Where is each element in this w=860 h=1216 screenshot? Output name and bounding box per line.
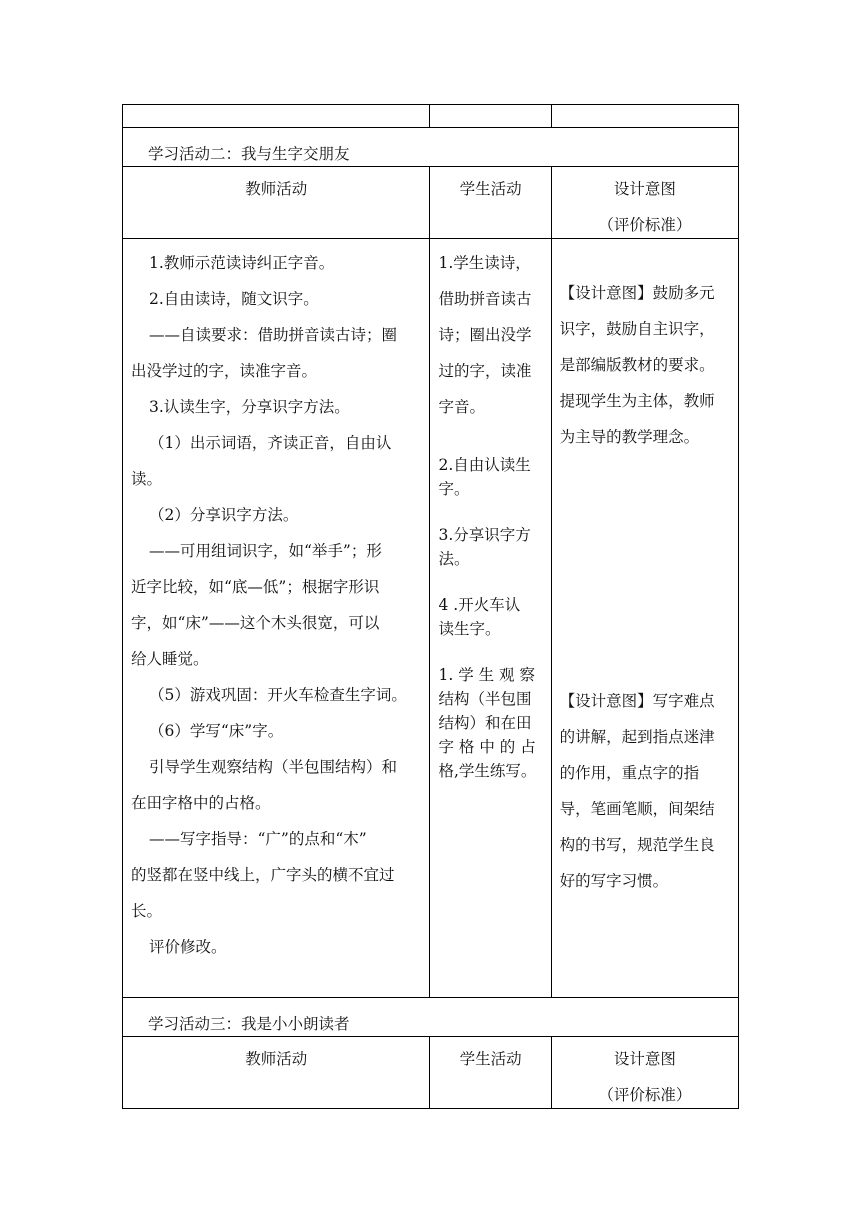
activity2-title-row <box>123 128 739 167</box>
activity3-header-row <box>123 1037 739 1109</box>
teacher-line: 在田字格中的占格。 <box>131 794 271 812</box>
teacher-activity-header-label: 教师活动 <box>245 180 308 198</box>
teacher-line: 给人睡觉。 <box>131 650 209 668</box>
student-activity-header <box>430 1037 551 1109</box>
activity2-content-row <box>123 239 739 998</box>
design-line: 为主导的教学理念。 <box>559 428 700 446</box>
teacher-line: （6）学写“床”字。 <box>149 722 284 740</box>
teacher-line: 的竖都在竖中线上，广字头的横不宜过 <box>131 866 395 884</box>
activity3-title-row <box>123 998 739 1037</box>
student-line: 格,学生练写。 <box>438 762 537 780</box>
design-intent-header-label: 设计意图 <box>613 180 676 198</box>
design-intent-header-label: 设计意图 <box>613 1050 676 1068</box>
student-line: 1.学生读诗， <box>438 254 531 272</box>
student-activity-content <box>430 239 551 998</box>
teacher-activity-header-label: 教师活动 <box>245 1050 308 1068</box>
activity2-header-row <box>123 167 739 239</box>
design-line: 的作用，重点字的指 <box>559 764 700 782</box>
teacher-line: （1）出示词语，齐读正音，自由认 <box>149 434 392 452</box>
teacher-line: 3.认读生字，分享识字方法。 <box>149 398 350 416</box>
student-line: 结构）和在田 <box>438 714 532 732</box>
design-intent-header <box>551 167 738 239</box>
teacher-activity-header <box>123 167 430 239</box>
design-intent-header-sublabel: （评价标准） <box>598 216 692 234</box>
teacher-line: 2.自由读诗，随文识字。 <box>149 290 319 308</box>
design-line: 提现学生为主体，教师 <box>559 392 715 410</box>
empty-cell <box>430 105 551 128</box>
design-line: 构的书写，规范学生良 <box>559 836 715 854</box>
design-line: 好的写字习惯。 <box>559 872 669 890</box>
design-line: 【设计意图】鼓励多元 <box>559 284 715 302</box>
student-line: 法。 <box>438 550 470 568</box>
teacher-line: ——写字指导：“广”的点和“木” <box>149 830 367 848</box>
teacher-line: 长。 <box>131 902 163 920</box>
design-intent-header <box>551 1037 738 1109</box>
teacher-line: 读。 <box>131 470 163 488</box>
design-intent-header-sublabel: （评价标准） <box>598 1086 692 1104</box>
empty-cell <box>551 105 738 128</box>
student-line: 读生字。 <box>438 620 501 638</box>
student-line: 2.自由认读生 <box>438 456 531 474</box>
student-activity-header <box>430 167 551 239</box>
top-empty-row <box>123 105 739 128</box>
student-line: 字音。 <box>438 398 485 416</box>
design-line: 的讲解，起到指点迷津 <box>559 728 715 746</box>
student-line: 字 格 中 的 占 <box>438 738 536 756</box>
teacher-line: ——可用组词识字，如“举手”；形 <box>149 542 382 560</box>
student-line: 4 .开火车认 <box>438 596 521 614</box>
student-line: 诗；圈出没学 <box>438 326 532 344</box>
student-line: 结构（半包围 <box>438 690 532 708</box>
design-intent-content <box>551 239 738 998</box>
teacher-line: 字，如“床”——这个木头很宽，可以 <box>131 614 380 632</box>
teacher-line: 近字比较，如“底—低”；根据字形识 <box>131 578 380 596</box>
teacher-line: 1.教师示范读诗纠正字音。 <box>149 254 335 272</box>
student-line: 1. 学 生 观 察 <box>438 666 535 684</box>
student-line: 过的字，读准 <box>438 362 532 380</box>
lesson-plan-table <box>122 104 739 1109</box>
empty-cell <box>123 105 430 128</box>
design-line: 是部编版教材的要求。 <box>559 356 715 374</box>
activity3-title: 学习活动三：我是小小朗读者 <box>123 998 739 1037</box>
teacher-line: ——自读要求：借助拼音读古诗；圈 <box>149 326 398 344</box>
design-line: 导，笔画笔顺，间架结 <box>559 800 715 818</box>
design-line: 【设计意图】写字难点 <box>559 692 715 710</box>
student-line: 3.分享识字方 <box>438 526 531 544</box>
teacher-line: 出没学过的字，读准字音。 <box>131 362 318 380</box>
teacher-line: （2）分享识字方法。 <box>149 506 299 524</box>
teacher-activity-header <box>123 1037 430 1109</box>
teacher-line: （5）游戏巩固：开火车检查生字词。 <box>149 686 407 704</box>
student-line: 借助拼音读古 <box>438 290 532 308</box>
student-line: 字。 <box>438 480 470 498</box>
teacher-line: 引导学生观察结构（半包围结构）和 <box>149 758 398 776</box>
teacher-line: 评价修改。 <box>149 938 227 956</box>
activity2-title: 学习活动二：我与生字交朋友 <box>123 128 739 167</box>
student-activity-header-label: 学生活动 <box>459 1050 522 1068</box>
student-activity-header-label: 学生活动 <box>459 180 522 198</box>
design-line: 识字，鼓励自主识字， <box>559 320 715 338</box>
teacher-activity-content <box>123 239 430 998</box>
